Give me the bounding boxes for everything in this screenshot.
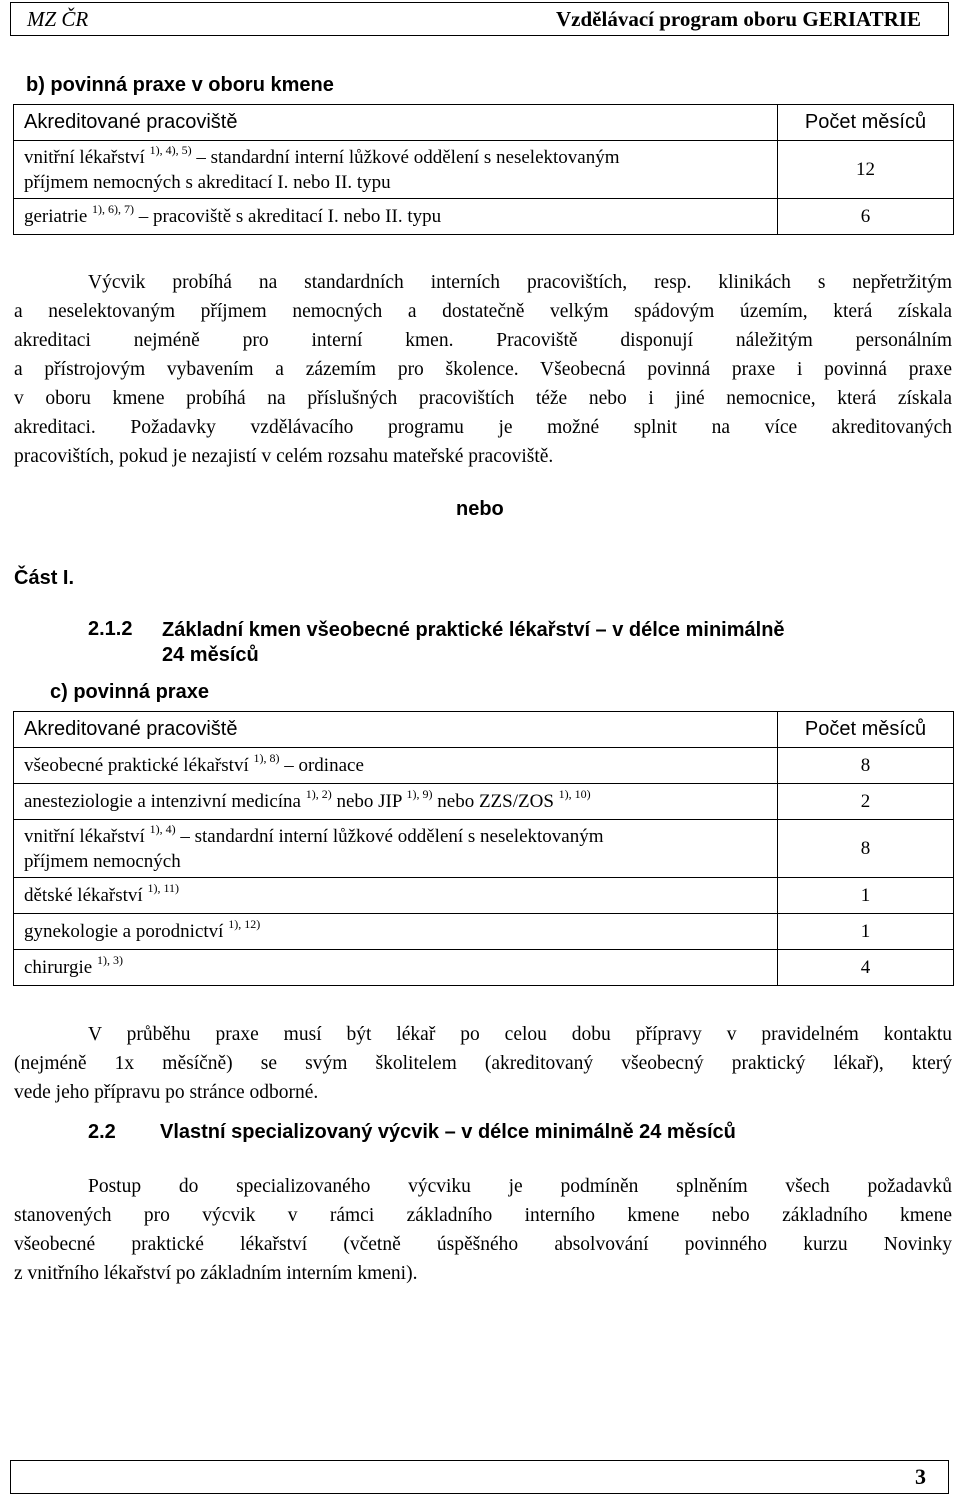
table-cell-site: geriatrie $^{1), 6), 7)}$ – pracoviště s akreditací I. nebo II. typu — [14, 199, 778, 235]
table-cell-site: anesteziologie a intenzivní medicína $^{1), 2)}$ nebo JIP $^{1), 9)}$ nebo ZZS/ZOS $^{1), 10)}$ — [14, 784, 778, 820]
table-row — [14, 878, 954, 914]
table-cell-site: vnitřní lékařství $^{1), 4), 5)}$ – standardní interní lůžkové oddělení s neselektovaným příjmem nemocných s akreditací I. nebo II. typu — [14, 141, 778, 199]
table-header-months: Počet měsíců — [778, 105, 954, 141]
table-row — [14, 141, 954, 199]
table-cell-site: chirurgie $^{1), 3)}$ — [14, 950, 778, 986]
table-cell-site: všeobecné praktické lékařství $^{1), 8)}$ – ordinace — [14, 748, 778, 784]
table-cell-months: 8 — [778, 820, 954, 878]
table-header-months: Počet měsíců — [778, 712, 954, 748]
header-title: Vzdělávací program oboru GERIATRIE — [556, 7, 921, 31]
table-row — [14, 820, 954, 878]
page-number: 3 — [915, 1464, 926, 1489]
section-212-title: Základní kmen všeobecné praktické lékařství – v délce minimálně 24 měsíců — [162, 619, 785, 666]
table-cell-months: 6 — [778, 199, 954, 235]
page-footer — [10, 1460, 949, 1494]
table-cell-months: 8 — [778, 748, 954, 784]
section-c-table — [13, 711, 954, 986]
section-b-heading: b) povinná praxe v oboru kmene — [26, 74, 334, 96]
paragraph-specialized-training: Postup do specializovaného výcviku je podmíněn splněním všech požadavků stanovených pro výcvik v rámci základního interního kmene nebo základního kmene všeobecné praktické lékařství (včetně úspěšného absolvování povinného kurzu Novinky z vnitřního lékařství po základním interním kmeni). — [14, 1176, 952, 1284]
table-cell-months: 1 — [778, 878, 954, 914]
section-212-number: 2.1.2 — [88, 618, 133, 640]
paragraph-contact-info: V průběhu praxe musí být lékař po celou dobu přípravy v pravidelném kontaktu (nejméně 1x měsíčně) se svým školitelem (akreditovaný všeobecný praktický lékař), který vede jeho přípravu po stránce odborné. — [14, 1024, 952, 1103]
section-c-heading: c) povinná praxe — [50, 681, 209, 703]
header-left: MZ ČR — [27, 7, 89, 31]
table-header-site: Akreditované pracoviště — [14, 105, 778, 141]
nebo-label: nebo — [456, 498, 504, 520]
table-row — [14, 950, 954, 986]
table-cell-site: vnitřní lékařství $^{1), 4)}$ – standardní interní lůžkové oddělení s neselektovaným příjmem nemocných — [14, 820, 778, 878]
table-header-site: Akreditované pracoviště — [14, 712, 778, 748]
section-b-table — [13, 104, 954, 235]
page-header — [10, 2, 949, 36]
table-cell-site: dětské lékařství $^{1), 11)}$ — [14, 878, 778, 914]
table-cell-months: 12 — [778, 141, 954, 199]
section-22-title: Vlastní specializovaný výcvik – v délce minimálně 24 měsíců — [160, 1121, 736, 1143]
table-cell-months: 4 — [778, 950, 954, 986]
table-row — [14, 914, 954, 950]
table-cell-months: 2 — [778, 784, 954, 820]
table-row — [14, 784, 954, 820]
section-22-number: 2.2 — [88, 1121, 116, 1143]
table-cell-months: 1 — [778, 914, 954, 950]
table-cell-site: gynekologie a porodnictví $^{1), 12)}$ — [14, 914, 778, 950]
paragraph-training-info: Výcvik probíhá na standardních interních pracovištích, resp. klinikách s nepřetržitým a neselektovaným příjmem nemocných a dostatečně velkým spádovým územím, která získala akreditaci nejméně pro interní kmen. Pracoviště disponují náležitým personálním a přístrojovým vybavením a zázemím pro školence. Všeobecná povinná praxe i povinná praxe v oboru kmene probíhá na příslušných pracovištích téže nebo i jiné nemocnice, která získala akreditaci. Požadavky vzdělávacího programu je možné splnit na více akreditovaných pracovištích, pokud je nezajistí v celém rozsahu mateřské pracoviště. — [14, 272, 952, 467]
part-label: Část I. — [14, 567, 75, 589]
table-row — [14, 748, 954, 784]
table-row — [14, 199, 954, 235]
